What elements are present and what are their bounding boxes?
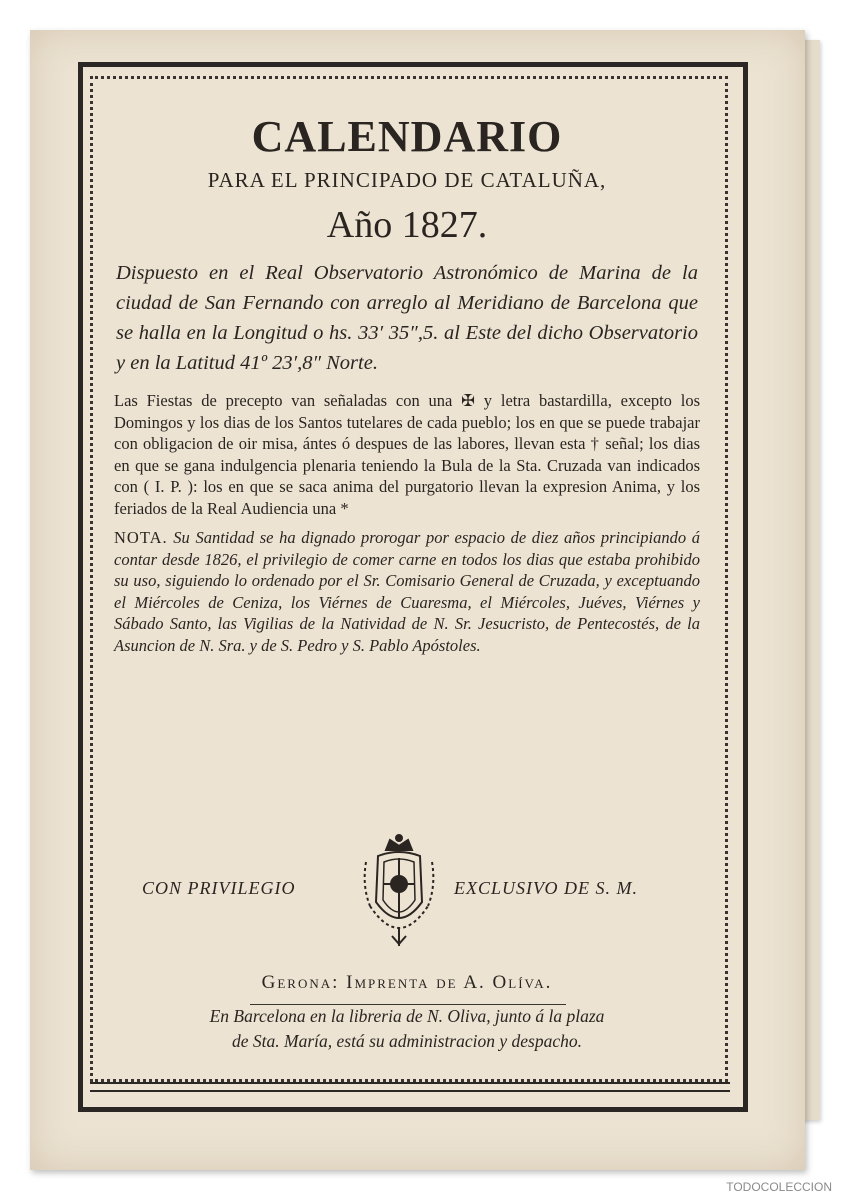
main-text-block bbox=[112, 112, 702, 656]
bottom-rule-border bbox=[90, 1082, 730, 1092]
footer-line-1: En Barcelona en la libreria de N. Oliva, junto á la plaza bbox=[209, 1006, 605, 1026]
page-title: CALENDARIO bbox=[251, 112, 563, 161]
nota-text: Su Santidad se ha dignado prorogar por espacio de diez años principiando á contar desde 1826, el privilegio de comer carne en todos los dias que estaba prohibido su uso, siguiendo lo ordenado por el Sr. Comisario General de Cruzada, y exceptuando el Miércoles de Ceniza, los Viérnes de Cuaresma, el Miércoles, Juéves, Viérnes y Sábado Santo, las Vigilias de la Natividad de N. Sr. Jesucristo, de Pentecostés, de la Asuncion de N. Sra. y de S. Pedro y S. Pablo Apóstoles. bbox=[114, 528, 701, 655]
printer-line: Gerona: Imprenta de A. Olíva. bbox=[261, 972, 553, 993]
nota-label: NOTA. bbox=[114, 528, 168, 547]
observatory-paragraph: Dispuesto en el Real Observatorio Astronómico de Marina de la ciudad de San Fernando con arreglo al Meridiano de Barcelona que se halla en la Longitud o hs. 33′ 35″,5. al Este del dicho Observatorio y en la Latitud 41º 23′,8″ Norte. bbox=[116, 262, 698, 374]
feast-days-paragraph: Las Fiestas de precepto van señaladas con una ✠ y letra bastardilla, excepto los Domingos y los dias de los Santos tutelares de cada pueblo; los en que se puede trabajar con obligacion de oir misa, ántes ó despues de las labores, llevan esta † señal; los dias en que se gana indulgencia plenaria teniendo la Bula de la Sta. Cruzada van indicados con ( I. P. ): los en que se saca anima del purgatorio llevan la expresion Anima, y los feriados de la Real Audiencia una * bbox=[114, 391, 700, 518]
watermark: TODOCOLECCION bbox=[726, 1180, 832, 1194]
royal-coat-of-arms-icon bbox=[356, 832, 442, 950]
privilege-left-text: CON PRIVILEGIO bbox=[142, 878, 296, 898]
year-heading: Año 1827. bbox=[326, 204, 488, 246]
page-subtitle: PARA EL PRINCIPADO DE CATALUÑA, bbox=[207, 168, 607, 192]
footer-line-2: de Sta. María, está su administracion y despacho. bbox=[232, 1031, 582, 1051]
privilege-row bbox=[112, 832, 702, 952]
nota-paragraph bbox=[112, 527, 702, 656]
privilege-right-text: EXCLUSIVO DE S. M. bbox=[454, 878, 638, 898]
footer-text bbox=[112, 1004, 702, 1054]
